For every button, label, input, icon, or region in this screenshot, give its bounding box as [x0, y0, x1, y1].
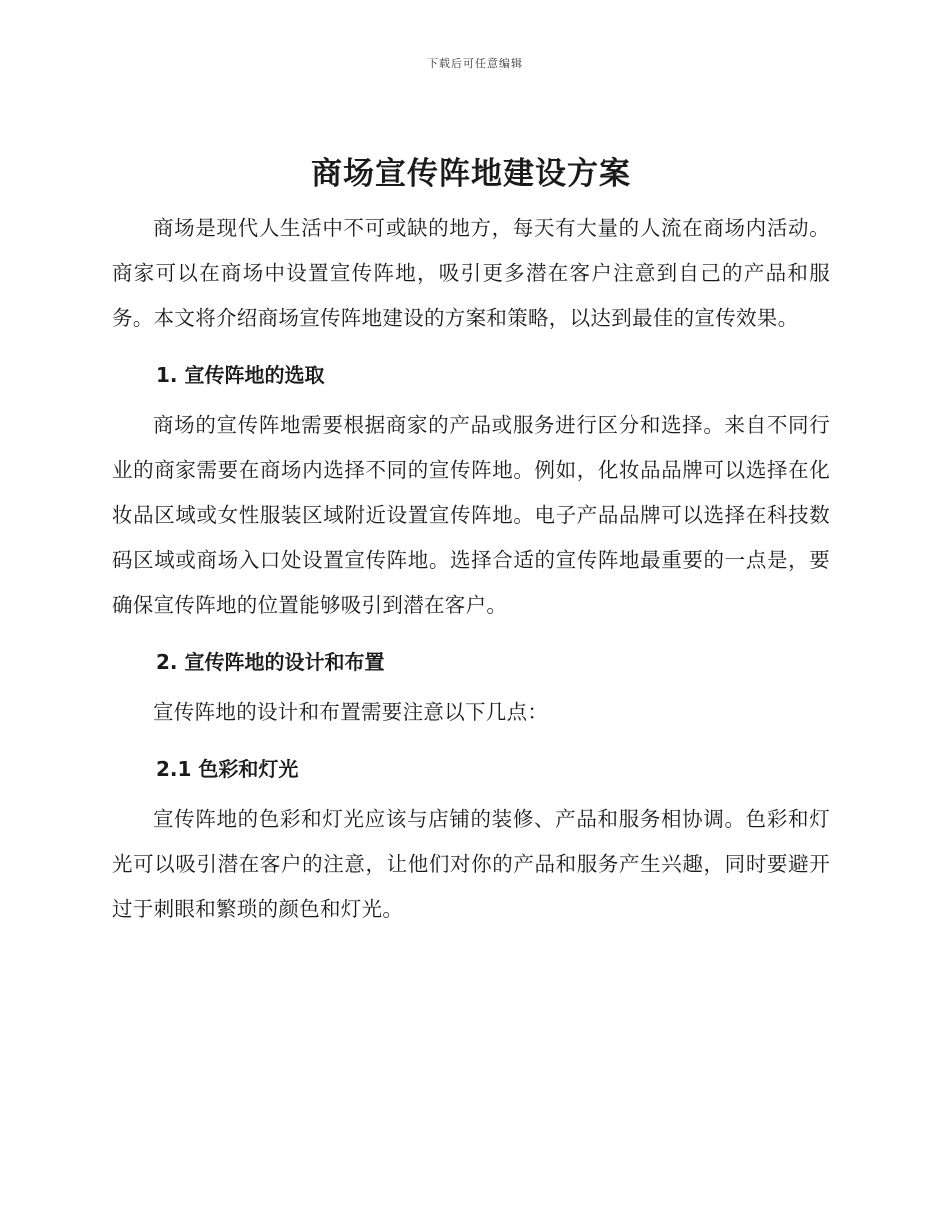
header-note: 下载后可任意编辑	[427, 57, 523, 70]
section-1-paragraph: 商场的宣传阵地需要根据商家的产品或服务进行区分和选择。来自不同行业的商家需要在商场内选择不同的宣传阵地。例如，化妆品品牌可以选择在化妆品区域或女性服装区域附近设置宣传阵地。电子产品品牌可以选择在科技数码区域或商场入口处设置宣传阵地。选择合适的宣传阵地最重要的一点是，要确保宣传阵地的位置能够吸引到潜在客户。	[112, 413, 830, 617]
section-1-heading: 1. 宣传阵地的选取	[156, 363, 325, 387]
section-2-paragraph: 宣传阵地的设计和布置需要注意以下几点：	[153, 700, 549, 724]
section-2-heading: 2. 宣传阵地的设计和布置	[156, 650, 385, 674]
section-2-1-heading: 2.1 色彩和灯光	[156, 757, 299, 781]
document-body	[112, 146, 830, 932]
intro-paragraph: 商场是现代人生活中不可或缺的地方，每天有大量的人流在商场内活动。商家可以在商场中设置宣传阵地，吸引更多潜在客户注意到自己的产品和服务。本文将介绍商场宣传阵地建设的方案和策略，以达到最佳的宣传效果。	[112, 216, 830, 330]
document-title: 商场宣传阵地建设方案	[311, 156, 631, 192]
section-2-1-paragraph: 宣传阵地的色彩和灯光应该与店铺的装修、产品和服务相协调。色彩和灯光可以吸引潜在客户的注意，让他们对你的产品和服务产生兴趣，同时要避开过于刺眼和繁琐的颜色和灯光。	[112, 807, 830, 921]
